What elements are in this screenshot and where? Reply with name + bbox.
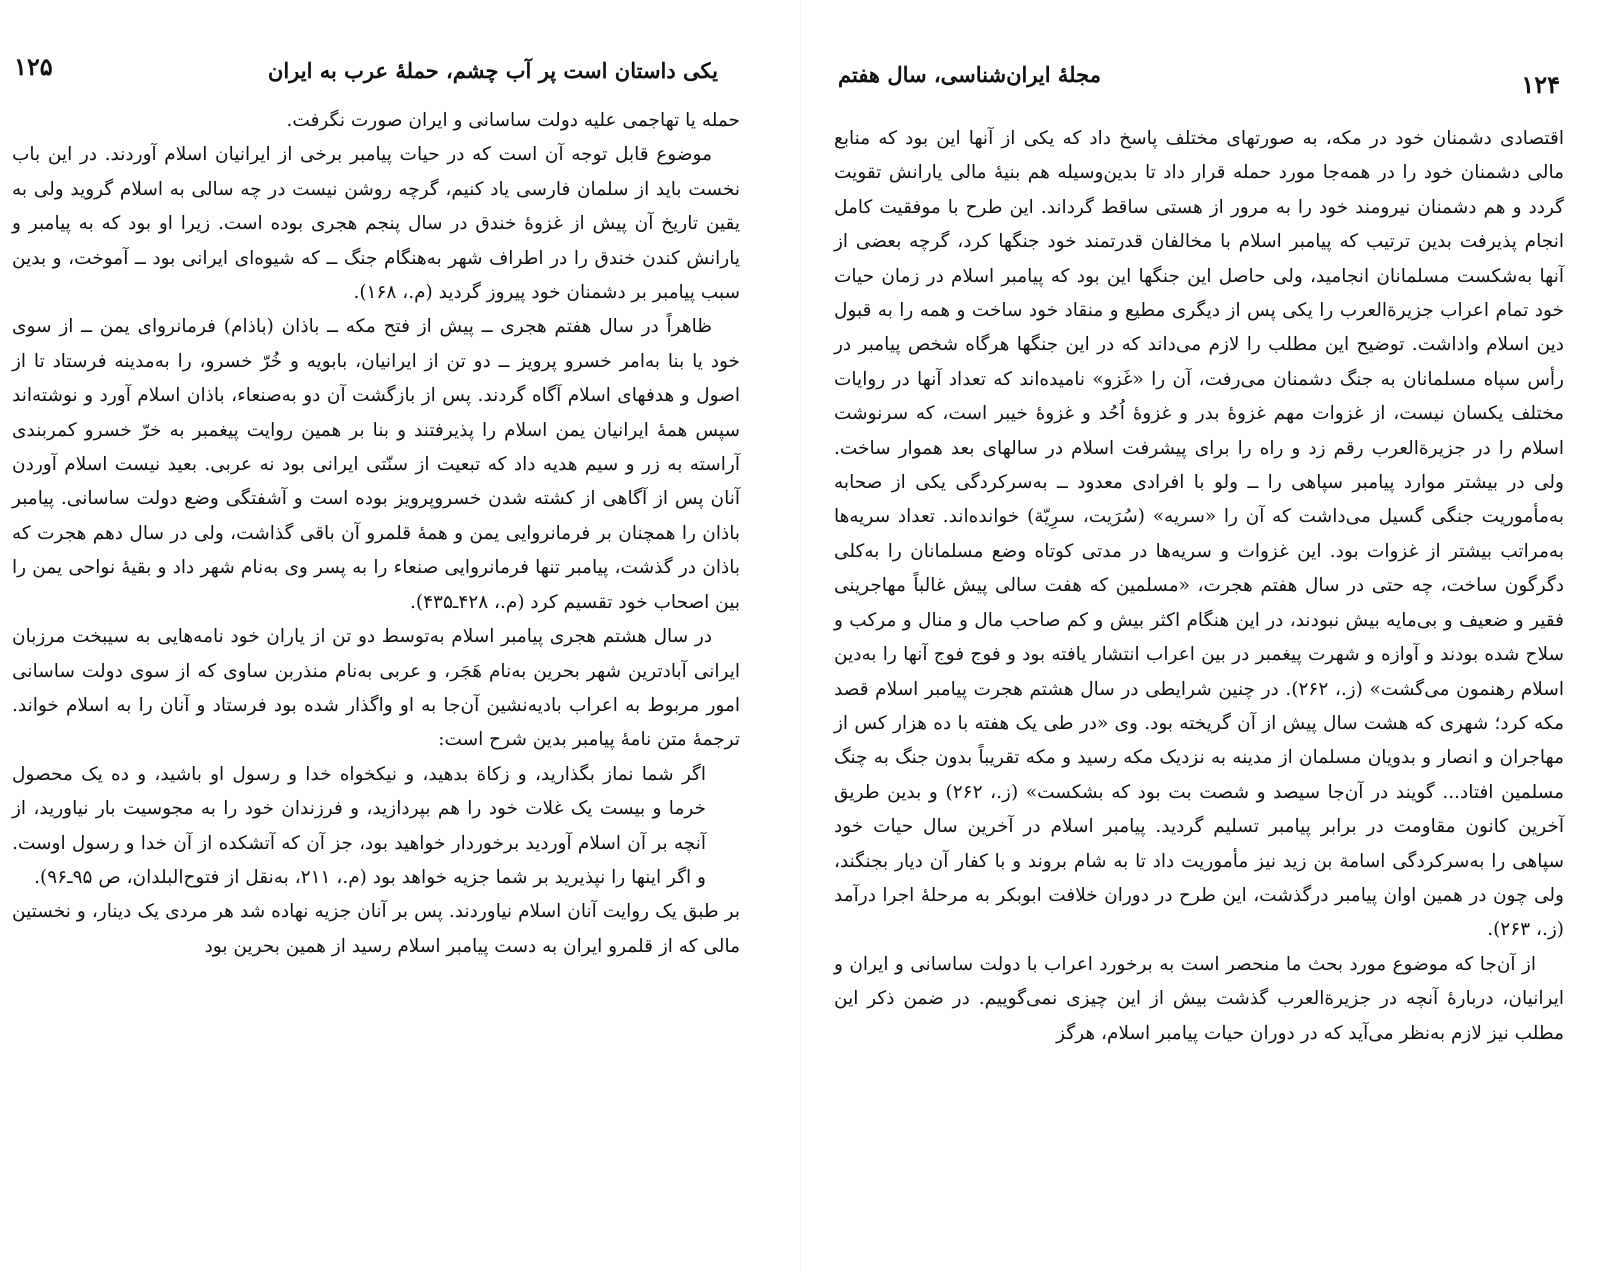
paragraph: در سال هشتم هجری پیامبر اسلام به‌توسط دو تن از یاران خود نامه‌هایی به سیبخت مرزبان ایرانی آبادترین شهر بحرین به‌نام هَجَر، و عربی به‌نام منذربن ساوی که از سوی دولت ساسانی امور مربوط به اعراب بادیه‌نشین آن‌جا به او واگذار شده بود فرستاد و آنان را به اسلام خواند. ترجمهٔ متن نامهٔ پیامبر بدین شرح است: [12, 626, 740, 751]
page-number: ۱۲۴ [1521, 70, 1560, 99]
paragraph: حمله یا تهاجمی علیه دولت ساسانی و ایران صورت نگرفت. [286, 110, 740, 131]
page-body [834, 122, 1564, 1051]
paragraph: موضوع قابل توجه آن است که در حیات پیامبر برخی از ایرانیان اسلام آوردند. در این باب نخست باید از سلمان فارسی یاد کنیم، گرچه روشن نیست در چه سالی به اسلام گروید ولی به یقین تاریخ آن پیش از غزوهٔ خندق در سال پنجم هجری بوده است. زیرا او بود که به پیامبر و یارانش کندن خندق را در اطراف شهر به‌هنگام جنگ ــ که شیوه‌ای ایرانی بود ــ آموخت، و بدین سبب پیامبر بر دشمنان خود پیروز گردید (م.، ۱۶۸). [12, 144, 740, 304]
left-page [0, 0, 780, 1272]
running-head: یکی داستان است پر آب چشم، حملهٔ عرب به ایران [267, 58, 718, 83]
running-head: مجلهٔ ایران‌شناسی، سال هفتم [838, 62, 1101, 87]
block-quote: اگر شما نماز بگذارید، و زکاة بدهید، و نیکخواه خدا و رسول او باشید، و ده یک محصول خرما و بیست یک غلات خود را هم بپردازید، و فرزندان خود را به مجوسیت بار نیاورید، از آنچه بر آن اسلام آوردید برخوردار خواهید بود، جز آن که آتشکده از آن خدا و رسول اوست. و اگر اینها را نپذیرید بر شما جزیه خواهد بود (م.، ۲۱۱، به‌نقل از فتوح‌البلدان، ص ۹۵ـ۹۶). [12, 763, 706, 888]
right-page [820, 0, 1600, 1272]
gutter [800, 0, 801, 1272]
paragraph: ظاهراً در سال هفتم هجری ــ پیش از فتح مکه ــ باذان (باذام) فرمانروای یمن ــ از سوی خود یا بنا به‌امر خسرو پرویز ــ دو تن از ایرانیان، بابویه و خُرّ خسرو، را به‌مدینه فرستاد تا از اصول و هدفهای اسلام آگاه گردند. پس از بازگشت آن دو به‌صنعاء، باذان اسلام آورد و نوشته‌اند سپس همهٔ ایرانیان یمن اسلام را پذیرفتند و بنا بر همین روایت پیغمبر به خرّ خسرو کمربندی آراسته به زر و سیم هدیه داد که تبعیت از سنّتی ایرانی بود نه عربی. بعید نیست اسلام آوردن آنان پس از آگاهی از کشته شدن خسروپرویز بوده است و آشفتگی وضع دولت ساسانی. پیامبر باذان را همچنان بر فرمانروایی یمن و همهٔ قلمرو آن باقی گذاشت، ولی در سال دهم هجرت که باذان در گذشت، پیامبر تنها فرمانروایی صنعاء را به پسر وی به‌نام شهر داد و بقیهٔ نواحی یمن را بین اصحاب خود تقسیم کرد (م.، ۴۲۸ـ۴۳۵). [12, 316, 740, 613]
page-number: ۱۲۵ [14, 52, 53, 81]
paragraph: اقتصادی دشمنان خود در مکه، به صورتهای مختلف پاسخ داد که یکی از آنها این بود که منابع مالی دشمنان خود را در همه‌جا مورد حمله قرار داد تا بدین‌وسیله هم بنیهٔ مالی یارانش تقویت گردد و هم دشمنان نیرومند خود را به مرور از هستی ساقط گرداند. این طرح با موفقیت کامل انجام پذیرفت بدین ترتیب که پیامبر اسلام با مخالفان قدرتمند خود جنگها کرد، گرچه بعضی از آنها به‌شکست مسلمانان انجامید، ولی حاصل این جنگها این بود که پیامبر اسلام در زمان حیات خود تمام اعراب جزیرةالعرب را یکی پس از دیگری مطیع و منقاد خود ساخت و همه را به قبول دین اسلام واداشت. توضیح این مطلب را لازم می‌داند که در این جنگها هرگاه شخص پیامبر در رأس سپاه مسلمانان به جنگ دشمنان می‌رفت، آن را «غَزو» نامیده‌اند که تعداد آنها در روایات مختلف یکسان نیست، از غزوات مهم غزوهٔ بدر و غزوهٔ اُحُد و غزوهٔ خیبر است، که سرنوشت اسلام را در جزیرةالعرب رقم زد و راه را برای پیشرفت اسلام در سالهای بعد هموار ساخت. ولی در بیشتر موارد پیامبر سپاهی را ــ ولو با افرادی معدود ــ به‌سرکردگی یکی از صحابه به‌مأموریت جنگی گسیل می‌داشت که آن را «سریه» (سُرَیت، سرِیّة) خوانده‌اند. تعداد سریه‌ها به‌مراتب بیشتر از غزوات بود. این غزوات و سریه‌ها در مدتی کوتاه وضع مسلمانان را به‌کلی دگرگون ساخت، چه حتی در سال هفتم هجرت، «مسلمین که هفت سالی پیش غالباً مهاجرینی فقیر و ضعیف و بی‌مایه بیش نبودند، در این هنگام اکثر بیش و کم صاحب مال و منال و مرکب و سلاح شده بودند و آوازه و شهرت پیغمبر در بین اعراب انتشار یافته بود و فوج فوج آنها را به‌دین اسلام رهنمون می‌گشت» (ز.، ۲۶۲). در چنین شرایطی در سال هشتم هجرت پیامبر اسلام قصد مکه کرد؛ شهری که هشت سال پیش از آن گریخته بود. وی «در طی یک هفته با ده هزار کس از مهاجران و انصار و بدویان مسلمان از مدینه به نزدیک مکه رسید و مکه تقریباً بدون جنگ به چنگ مسلمین افتاد... گویند در آن‌جا سیصد و شصت بت بود که بشکست» (ز.، ۲۶۲) و بدین طریق آخرین کانون مقاومت در برابر پیامبر تسلیم گردید. پیامبر اسلام در آخرین سال حیات خود سپاهی را به‌سرکردگی اسامة بن زید نیز مأموریت داد تا به شام بروند و با کفار آن دیار بجنگند، ولی چون در همین اوان پیامبر درگذشت، این طرح در دوران خلافت ابوبکر به مرحلهٔ اجرا درآمد (ز.، ۲۶۳). [834, 128, 1564, 941]
paragraph: از آن‌جا که موضوع مورد بحث ما منحصر است به برخورد اعراب با دولت ساسانی و ایران و ایرانیان، دربارهٔ آنچه در جزیرةالعرب گذشت بیش از این چیزی نمی‌گوییم. در ضمن ذکر این مطلب نیز لازم به‌نظر می‌آید که در دوران حیات پیامبر اسلام، هرگز [834, 953, 1564, 1044]
paragraph: بر طبق یک روایت آنان اسلام نیاوردند. پس بر آنان جزیه نهاده شد هر مردی یک دینار، و نخستین مالی که از قلمرو ایران به دست پیامبر اسلام رسید از همین بحرین بود [12, 901, 740, 957]
page-body [12, 104, 740, 964]
